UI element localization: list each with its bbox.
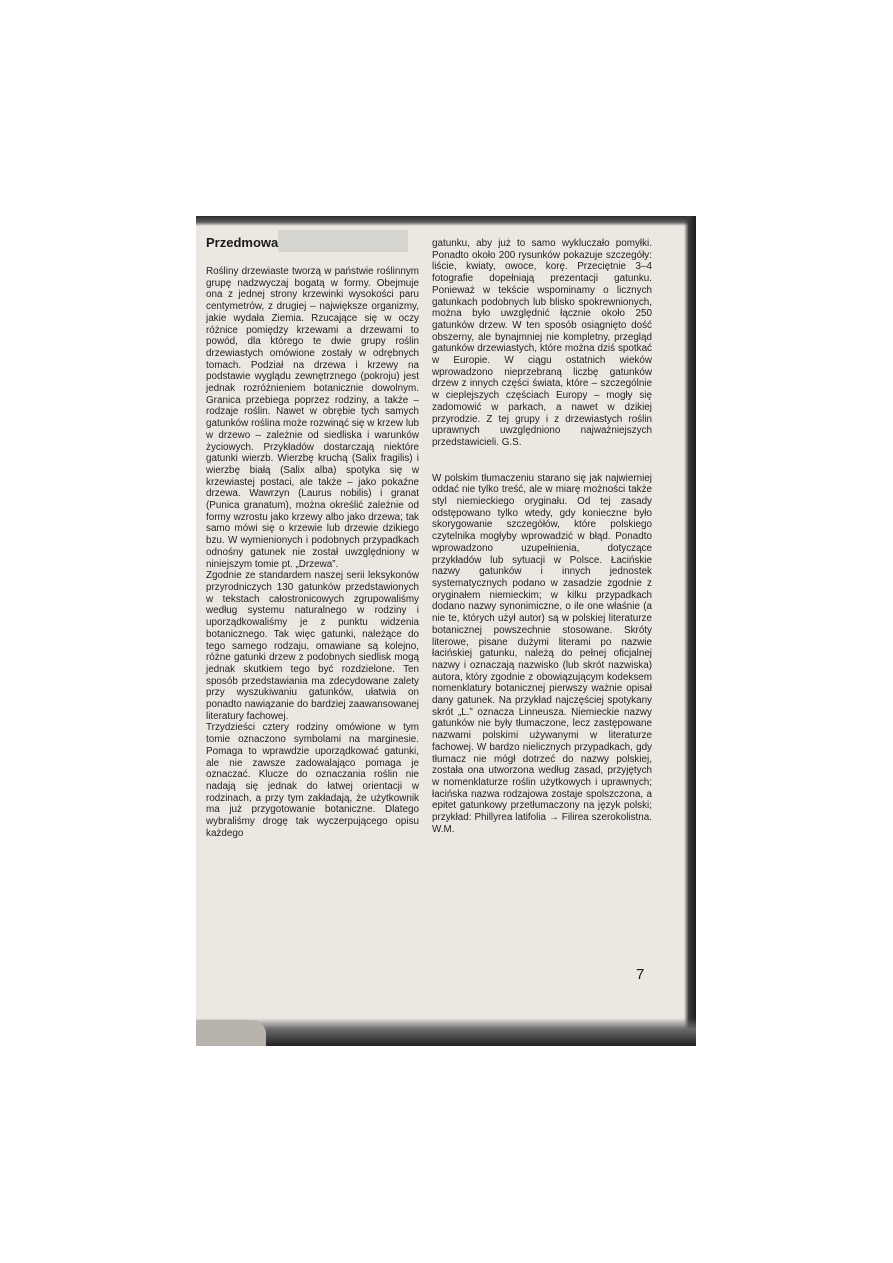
page-heading: Przedmowa bbox=[206, 235, 279, 250]
translator-signature: W.M. bbox=[432, 823, 455, 835]
scan-right-edge bbox=[684, 216, 696, 1046]
paragraph: Zgodnie ze standardem naszej serii leksykonów przyrodniczych 130 gatunków przedstawionych w tekstach całostronicowych zgrupowaliśmy według systemu naturalnego w rodziny i uporządkowaliśmy je z punktu widzenia botanicznego. Tak więc gatunki, należące do tego samego rodzaju, omawiane są kolejno, różne gatunki drzew z podobnych siedlisk mogą jednak skutkiem tego być rozdzielone. Ten sposób przedstawiania ma zdecydowane zalety przy wyszukiwaniu gatunków, ułatwia on ponadto nawiązanie do bardziej zaawansowanej literatury fachowej. bbox=[206, 570, 419, 722]
scan-top-edge bbox=[196, 216, 696, 226]
paragraph-gap bbox=[432, 449, 652, 473]
thumb-in-scan bbox=[196, 1020, 266, 1046]
paragraph-text: gatunku, aby już to samo wykluczało pomyłki. Ponadto około 200 rysunków pokazuje szczegóły: liście, kwiaty, owoce, korę. Przeciętnie 3–4 fotografie dopełniają prezentacji gatunku. Ponieważ w tekście wspominamy o licznych gatunkach podobnych lub blisko spokrewnionych, można było uwzględnić łącznie około 250 gatunków drzew. W ten sposób osiągnięto dość obszerny, ale bynajmniej nie kompletny, przegląd gatunków drzewiastych, które można dziś spotkać w Europie. W ciągu ostatnich wieków wprowadzono nieprzebraną liczbę gatunków drzew z innych części świata, które – szczególnie w cieplejszych częściach Europy – mogły się zadomowić w parkach, a nawet w dzikiej przyrodzie. Z tej grupy i z drzewiastych roślin uprawnych uwzględniono najważniejszych przedstawicieli. bbox=[432, 238, 652, 448]
scanned-book-page bbox=[196, 216, 696, 1046]
scan-bottom-edge bbox=[196, 1018, 696, 1046]
paragraph-text: W polskim tłumaczeniu starano się jak najwierniej oddać nie tylko treść, ale w miarę możności także styl niemieckiego oryginału. Od tej zasady odstępowano tylko wtedy, gdy konieczne było skorygowanie szczegółów, które polskiego czytelnika mogłyby wprowadzić w błąd. Ponadto wprowadzono uzupełnienia, dotyczące przykładów lub sytuacji w Polsce. Łacińskie nazwy gatunków i innych jednostek systematycznych podano w zasadzie zgodnie z oryginałem niemieckim; w kilku przypadkach dodano nazwy synonimiczne, o ile one właśnie (a nie te, których użył autor) są w polskiej literaturze botanicznej powszechnie stosowane. Skróty literowe, pisane dużymi literami po nazwie łacińskiej gatunku, należą do pełnej oficjalnej nazwy i oznaczają nazwisko (lub skrót nazwiska) autora, który zgodnie z obowiązującym kodeksem nomenklatury botanicznej pierwszy ważnie opisał dany gatunek. Na przykład najczęściej spotykany skrót „L.” oznacza Linneusza. Niemieckie nazwy gatunków nie były tłumaczone, lecz zastępowane nazwami polskimi używanymi w literaturze fachowej. W bardzo nielicznych przypadkach, gdy tłumacz nie mógł dotrzeć do nazwy polskiej, została ona utworzona według zasad, przyjętych w nomenklaturze roślin użytkowych i uprawnych; łacińska nazwa rodzajowa zostaje spolszczona, a epitet gatunkowy przetłumaczony na język polski; przykład: Phillyrea latifolia → Filirea szerokolistna. bbox=[432, 472, 652, 824]
paragraph bbox=[432, 238, 652, 449]
paragraph bbox=[432, 473, 652, 836]
paragraph: Rośliny drzewiaste tworzą w państwie roślinnym grupę nadzwyczaj bogatą w formy. Obejmuje ona z jednej strony krzewinki wysokości paru centymetrów, z drugiej – największe organizmy, jakie wydała Ziemia. Rzucające się w oczy różnice pomiędzy krzewami a drzewami to powód, dla którego te dwie grupy roślin drzewiastych omówione zostały w odrębnych tomach. Podział na drzewa i krzewy na podstawie wyglądu zewnętrznego (pokroju) jest jednak rozróżnieniem botanicznie dowolnym. Granica przebiega poprzez rodziny, a także – rodzaje roślin. Nawet w obrębie tych samych gatunków roślina może rozwinąć się w krzew lub w drzewo – zależnie od siedliska i warunków życiowych. Przykładów dostarczają niektóre gatunki wierzb. Wierzbę kruchą (Salix fragilis) i wierzbę białą (Salix alba) spotyka się w krzewiastej postaci, ale także – jako pokaźne drzewa. Wawrzyn (Laurus nobilis) i granat (Punica granatum), można określić zależnie od formy wzrostu jako krzewy albo jako drzewa; tak samo mówi się o krzewie lub drzewie dzikiego bzu. W wymienionych i podobnych przypadkach odnośny gatunek nie został uwzględniony w niniejszym tomie pt. „Drzewa”. bbox=[206, 266, 419, 570]
bleed-through-shadow bbox=[278, 230, 408, 252]
page-number: 7 bbox=[636, 966, 645, 983]
left-text-column bbox=[206, 266, 419, 839]
right-text-column bbox=[432, 238, 652, 835]
paragraph: Trzydzieści cztery rodziny omówione w tym tomie oznaczono symbolami na marginesie. Pomaga to wprawdzie uporządkować gatunki, ale nie zawsze zadowalająco pomaga je oznaczać. Klucze do oznaczania roślin nie nadają się jednak do łatwej orientacji w rodzinach, a przy tym zakładają, że użytkownik ma już przygotowanie botaniczne. Dlatego wybraliśmy drogę tak wyczerpującego opisu każdego bbox=[206, 722, 419, 839]
author-signature: G.S. bbox=[501, 436, 522, 448]
